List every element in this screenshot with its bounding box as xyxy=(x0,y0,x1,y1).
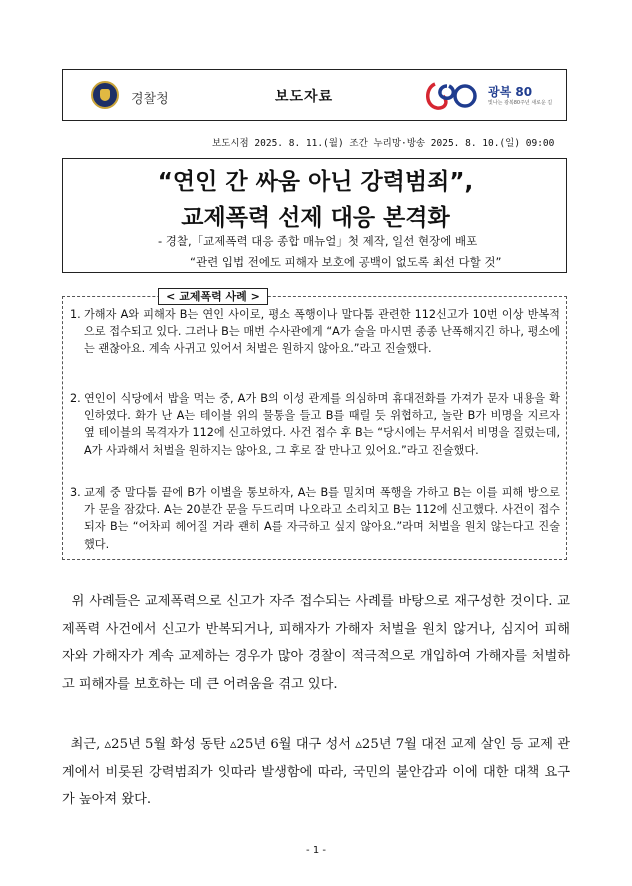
title-box xyxy=(62,158,567,273)
page-number: - 1 - xyxy=(306,845,326,856)
body-paragraph-1-text: 위 사례들은 교제폭력으로 신고가 자주 접수되는 사례를 바탕으로 재구성한 것이다. 교제폭력 사건에서 신고가 반복되거나, 피해자가 가해자 처벌을 원치 않거나, 심지어 피해자와 가해자가 계속 교제하는 경우가 많아 경찰이 적극적으로 개입하여 가해자를 처벌하고 피해자를 보호하는 데 큰 어려움을 겪고 있다. xyxy=(62,594,570,692)
case-text: 연인이 식당에서 밥을 먹는 중, A가 B의 이성 관계를 의심하며 휴대전화를 가져가 문자 내용을 확인하였다. 화가 난 A는 테이블 위의 물통을 들고 B를 때릴 듯 위협하고, 놀란 B가 비명을 지르자 옆 테이블의 목격자가 112에 신고하였다. 사건 접수 후 B는 “당시에는 무서워서 비명을 질렀는데, A가 사과해서 처벌을 원하지는 않아요, 그 후로 잘 만나고 있어요.”라고 진술했다. xyxy=(84,392,560,457)
header-box xyxy=(62,69,567,121)
headline-line-2: 교제폭력 선제 대응 본격화 xyxy=(181,205,450,231)
case-item xyxy=(70,306,560,358)
body-paragraph-2 xyxy=(62,731,570,814)
case-number: 2. xyxy=(70,392,81,405)
body-paragraph-1 xyxy=(62,588,570,698)
subheadline-2: “관련 입법 전에도 피해자 보호에 공백이 없도록 최선 다할 것” xyxy=(190,255,502,269)
case-item xyxy=(70,484,560,553)
case-item xyxy=(70,390,560,459)
agency-name: 경찰청 xyxy=(131,92,169,107)
logo-text: 광복 80 xyxy=(488,85,533,99)
case-number: 1. xyxy=(70,308,81,321)
logo-subtext: 빛나는 광복80주년 새로운 길 xyxy=(488,100,553,106)
case-text: 교제 중 말다툼 끝에 B가 이별을 통보하자, A는 B를 밀치며 폭행을 가하고 B는 이를 피해 방으로 가 문을 잠갔다. A는 20분간 문을 두드리며 나오라고 소리치고 B는 112에 신고했다. 사건이 접수되자 B는 “어차피 헤어질 거라 괜히 A를 자극하고 싶지 않아요.”라며 처벌을 원치 않는다고 진술했다. xyxy=(84,486,560,551)
case-text: 가해자 A와 피해자 B는 연인 사이로, 평소 폭행이나 말다툼 관련한 112신고가 10번 이상 반복적으로 접수되고 있다. 그러나 B는 매번 수사관에게 “A가 술을 마시면 종종 난폭해지긴 하나, 평소에는 괜찮아요. 계속 사귀고 있어서 처벌은 원하지 않아요.”라고 진술했다. xyxy=(84,308,560,356)
headline-line-1: “연인 간 싸움 아닌 강력범죄”, xyxy=(157,169,474,195)
cases-label: < 교제폭력 사례 > xyxy=(158,288,268,305)
case-number: 3. xyxy=(70,486,81,499)
subheadline-1: - 경찰,「교제폭력 대응 종합 매뉴얼」첫 제작, 일선 현장에 배포 xyxy=(158,234,478,248)
document-type: 보도자료 xyxy=(275,89,334,105)
body-paragraph-2-text: 최근, ▵25년 5월 화성 동탄 ▵25년 6월 대구 성서 ▵25년 7월 대전 교제 살인 등 교제 관계에서 비롯된 강력범죄가 잇따라 발생함에 따라, 국민의 불안감과 이에 대한 대책 요구가 높아져 왔다. xyxy=(62,737,570,807)
police-emblem-icon xyxy=(91,81,119,109)
release-time-line: 보도시점 2025. 8. 11.(월) 조간 누리망·방송 2025. 8. 10.(일) 09:00 xyxy=(212,138,555,149)
